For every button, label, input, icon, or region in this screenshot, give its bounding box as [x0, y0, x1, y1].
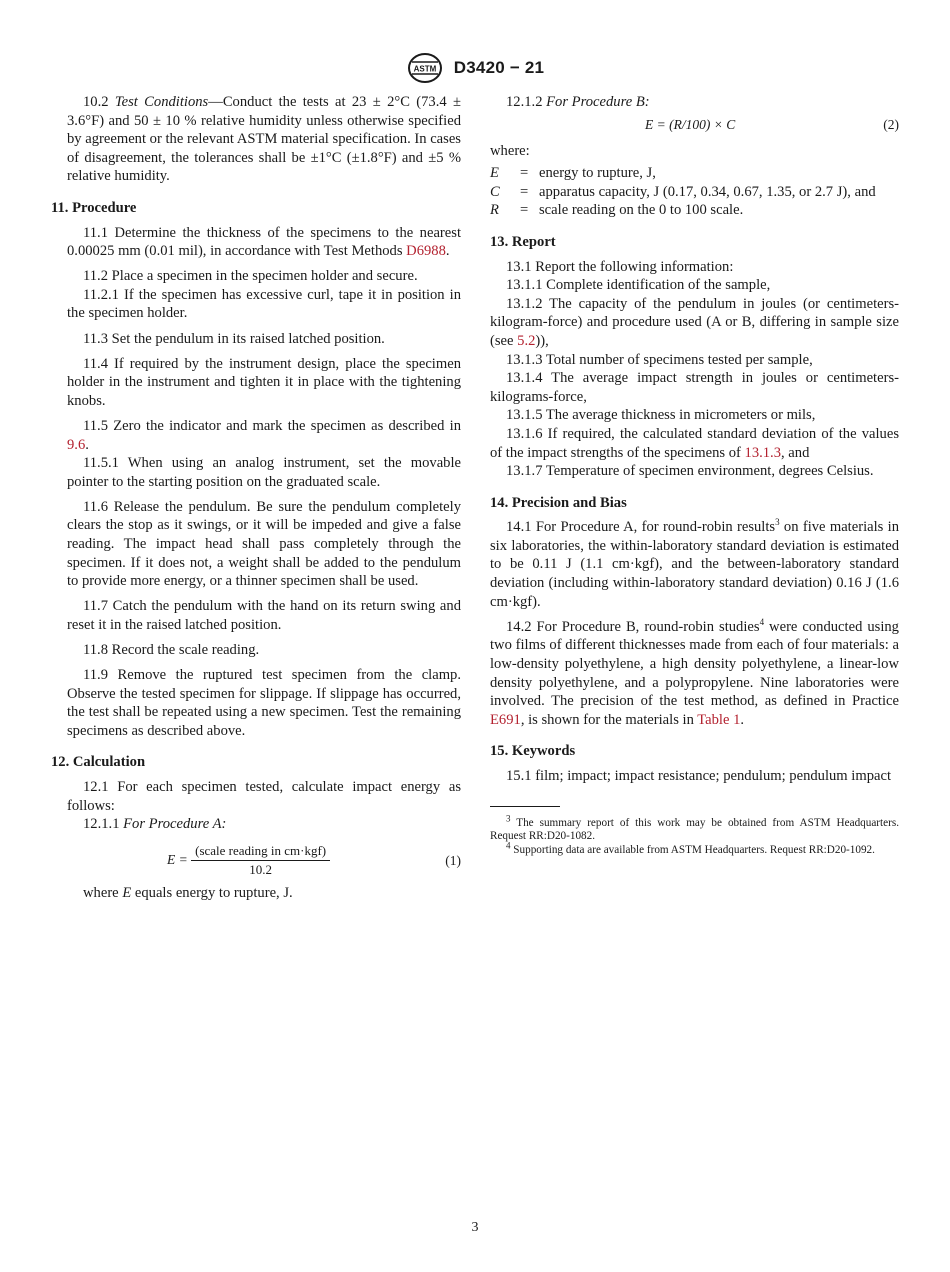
eq1-denominator: 10.2 [249, 862, 272, 878]
equation-2 [490, 116, 899, 136]
link-5-2[interactable]: 5.2 [517, 332, 536, 349]
para-14-1: 14.1 For Procedure A, for round-robin results$^3$ on five materials in six laboratories, the within-laboratory standard deviation is estimated to be 0.11 J (1.1 cm·kgf), and the between-laboratory standard deviation (including within-laboratory standard deviation) 0.16 J (1.6 cm·kgf). [490, 517, 900, 610]
astm-logo-icon [406, 52, 444, 84]
heading-precision-bias: 14. Precision and Bias [490, 494, 627, 511]
para-11-8: 11.8 Record the scale reading. [83, 641, 260, 658]
para-13-1-7: 13.1.7 Temperature of specimen environment, degrees Celsius. [506, 463, 874, 480]
para-13-1-6: 13.1.6 If required, the calculated standard deviation of the values of the impact strengths of the specimens of 13.1.3, and [490, 425, 899, 461]
para-13-1-3: 13.1.3 Total number of specimens tested per sample, [506, 351, 813, 368]
para-11-2: 11.2 Place a specimen in the specimen holder and secure. [83, 268, 418, 285]
logo-text: ASTM [413, 64, 437, 74]
left-column [51, 93, 462, 902]
eq1-fraction [191, 842, 330, 880]
designation: D3420 − 21 [453, 58, 545, 77]
where-e: where E equals energy to rupture, J. [83, 884, 293, 901]
heading-calculation: 12. Calculation [51, 754, 146, 771]
para-12-1: 12.1 For each specimen tested, calculate impact energy as follows: [67, 779, 461, 814]
footnote-4: $^4$ Supporting data are available from ASTM Headquarters. Request RR:D20-1092. [506, 839, 875, 856]
para-12-1-2: 12.1.2 For Procedure B: [506, 94, 650, 110]
para-11-4: 11.4 If required by the instrument design, place the specimen holder in the instrument and tighten it in place with the tightening knobs. [67, 355, 461, 409]
para-10-2: 10.2 Test Conditions—Conduct the tests at 23 ± 2°C (73.4 ± 3.6°F) and 50 ± 10 % relative humidity unless otherwise specified by agreement or the relevant ASTM material specification. In cases of disagreement, the tolerances shall be ±1°C (±1.8°F) and ±5 % relative humidity. [67, 94, 462, 185]
link-table-1[interactable]: Table 1 [697, 711, 741, 728]
eq1-numerator: (scale reading in cm·kgf) [191, 842, 330, 862]
para-11-6: 11.6 Release the pendulum. Be sure the pendulum completely clears the stop as it swings, or it will be impeded and give a false reading. The impact head shall pass completely through the specimen. If it does not, a weight shall be added to the pendulum to provide more energy, or a thinner specimen shall be used. [67, 498, 461, 590]
page-number: 3 [471, 1220, 479, 1235]
link-d6988[interactable]: D6988 [406, 243, 446, 260]
para-11-7: 11.7 Catch the pendulum with the hand on its return swing and reset it in the raised latched position. [67, 598, 461, 633]
heading-keywords: 15. Keywords [490, 743, 576, 760]
para-11-2-1: 11.2.1 If the specimen has excessive curl, tape it in position in the specimen holder. [67, 286, 461, 322]
variable-definitions [490, 164, 899, 220]
para-11-3: 11.3 Set the pendulum in its raised latched position. [83, 330, 385, 347]
where-label: where: [490, 142, 530, 159]
footnote-3: $^3$ The summary report of this work may be obtained from ASTM Headquarters. Request RR:D20-1082. [490, 812, 899, 842]
link-e691[interactable]: E691 [490, 711, 521, 728]
definition-row: E = energy to rupture, J, [490, 165, 656, 182]
eq1-number: (1) [445, 852, 461, 868]
eq2-body: E = (R/100) × C [645, 116, 736, 132]
footnote-divider [490, 806, 560, 807]
definition-row: C = apparatus capacity, J (0.17, 0.34, 0.67, 1.35, or 2.7 J), and [490, 183, 876, 200]
para-15-1: 15.1 film; impact; impact resistance; pendulum; pendulum impact [506, 767, 892, 784]
para-13-1: 13.1 Report the following information: [506, 258, 734, 275]
para-11-9: 11.9 Remove the ruptured test specimen from the clamp. Observe the tested specimen for slippage. If slippage has occurred, the test shall be repeated using a new specimen. Test the remaining specimens as described above. [67, 667, 461, 739]
link-9-6[interactable]: 9.6 [67, 436, 86, 453]
para-11-1: 11.1 Determine the thickness of the specimens to the nearest 0.00025 mm (0.01 mil), in accordance with Test Methods D6988. [67, 224, 461, 260]
para-13-1-2: 13.1.2 The capacity of the pendulum in joules (or centimeters-kilogram-force) and procedure used (A or B, differing in sample size (see 5.2)), [490, 295, 899, 349]
para-11-5-1: 11.5.1 When using an analog instrument, set the movable pointer to the starting position on the graduated scale. [67, 455, 461, 490]
eq1-lhs: E = [167, 851, 188, 867]
definition-row: R = scale reading on the 0 to 100 scale. [490, 202, 744, 219]
para-11-5: 11.5 Zero the indicator and mark the specimen as described in 9.6. [67, 417, 461, 453]
para-13-1-1: 13.1.1 Complete identification of the sample, [506, 277, 771, 294]
eq2-number: (2) [883, 116, 899, 132]
equation-1 [67, 842, 461, 876]
para-14-2: 14.2 For Procedure B, round-robin studies$^4$ were conducted using two films of different thicknesses made from each of four materials: a low-density polyethylene, a high density polyethylene, a linear-low density polyethylene, and a polypropylene. Nine laboratories were involved. The precision of the test method, as defined in Practice E691, is shown for the materials in Table 1. [490, 616, 899, 728]
heading-procedure: 11. Procedure [51, 199, 137, 216]
page-header [0, 52, 950, 84]
para-12-1-1: 12.1.1 For Procedure A: [83, 816, 227, 833]
right-column [490, 93, 899, 857]
link-13-1-3[interactable]: 13.1.3 [744, 444, 781, 461]
heading-report: 13. Report [490, 233, 556, 250]
para-13-1-5: 13.1.5 The average thickness in micrometers or mils, [506, 407, 816, 424]
para-13-1-4: 13.1.4 The average impact strength in joules or centimeters-kilograms-force, [490, 370, 899, 405]
